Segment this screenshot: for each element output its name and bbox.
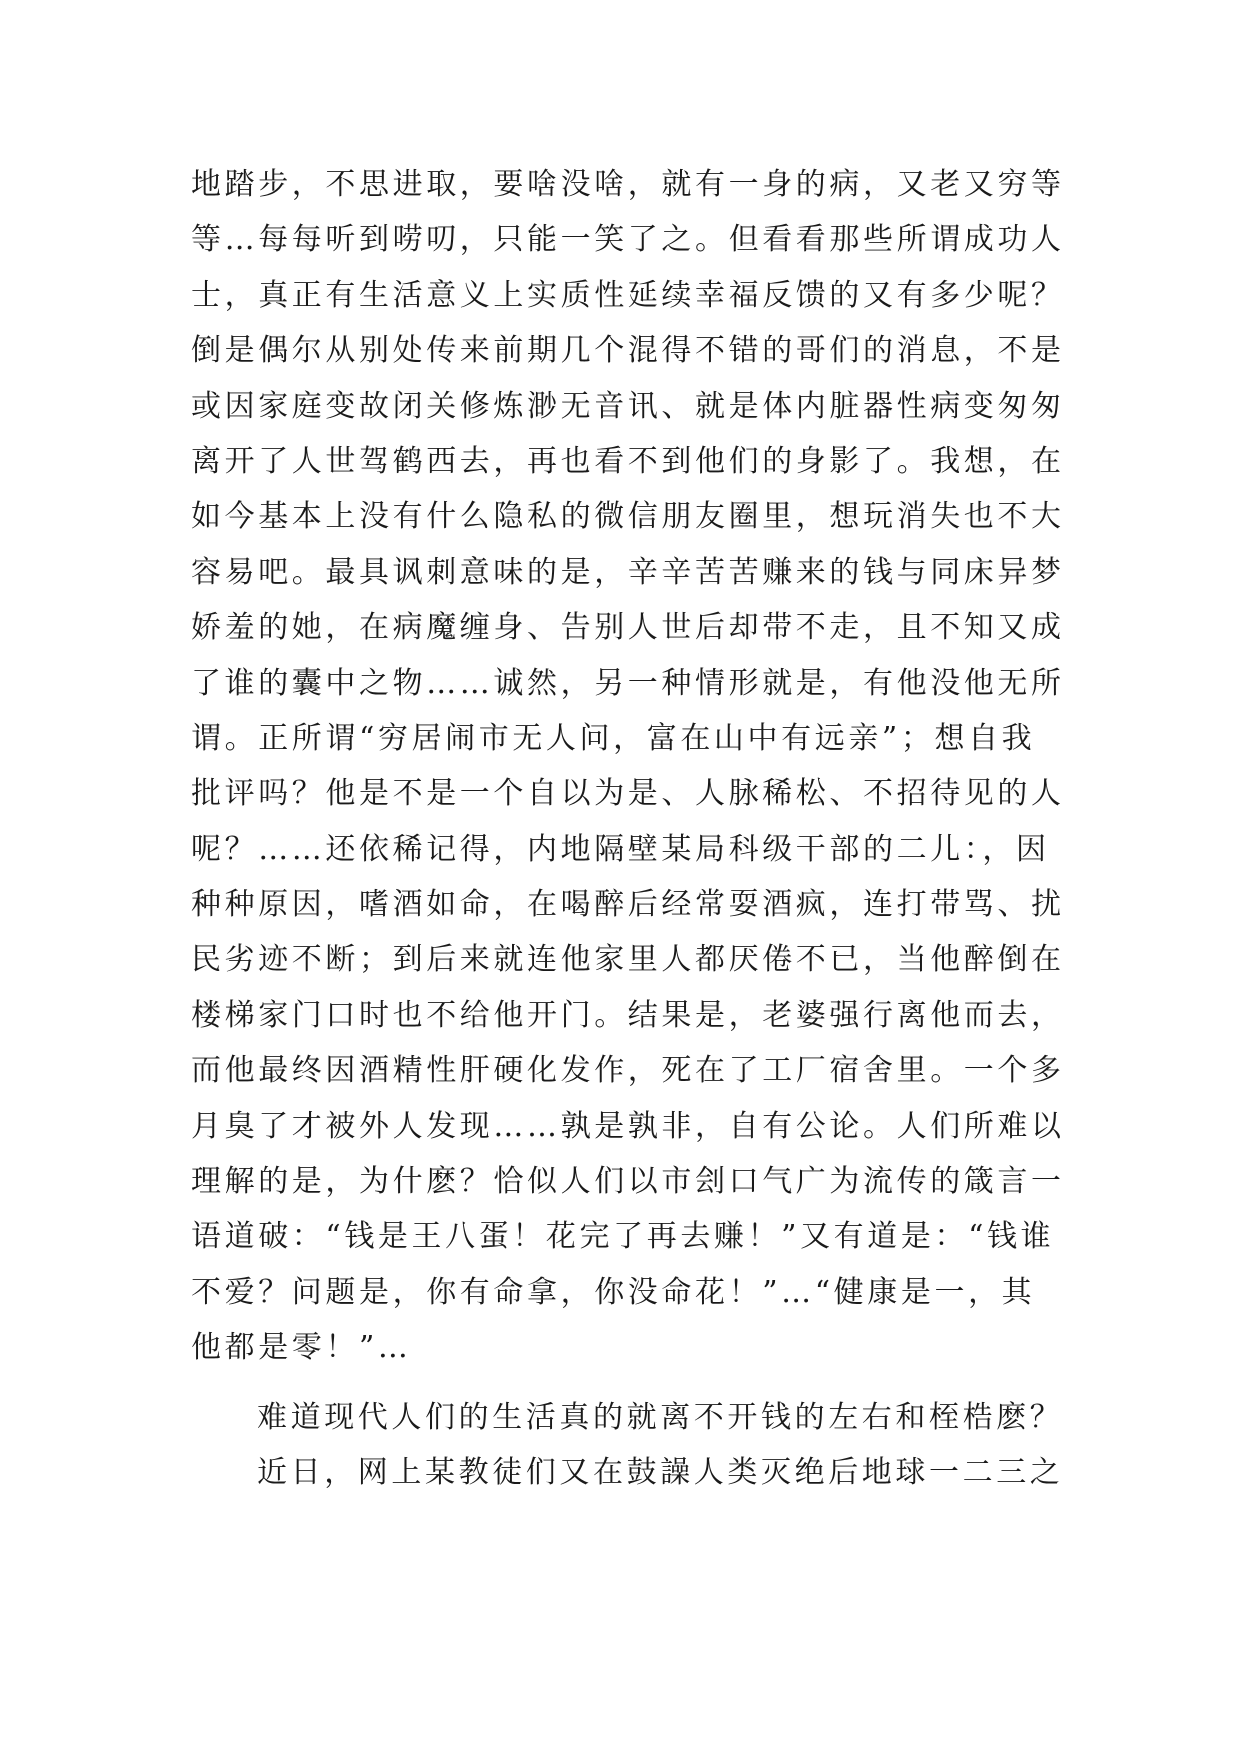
paragraph-2: 难道现代人们的生活真的就离不开钱的左右和桎梏麽？ [257, 1399, 1064, 1435]
text-line-22: 他都是零！”… [191, 1330, 412, 1366]
text-line-8: 容易吧。最具讽刺意味的是，辛辛苦苦赚来的钱与同床异梦 [191, 554, 1065, 590]
text-line-1: 地踏步，不思进取，要啥没啥，就有一身的病，又老又穷等 [191, 167, 1065, 202]
text-line-15: 民劣迹不断；到后来就连他家里人都厌倦不已，当他醉倒在 [191, 942, 1065, 978]
text-line-9: 娇羞的她，在病魔缠身、告别人世后却带不走，且不知又成 [191, 610, 1065, 646]
text-line-11: 谓。正所谓“穷居闹市无人问，富在山中有远亲”；想自我 [191, 720, 1036, 756]
text-line-2: 等…每每听到唠叨，只能一笑了之。但看看那些所谓成功人 [191, 222, 1065, 258]
text-line-20: 语道破：“钱是王八蛋！花完了再去赚！”又有道是：“钱谁 [191, 1219, 1055, 1255]
text-line-19: 理解的是，为什麽？恰似人们以市刽口气广为流传的箴言一 [191, 1164, 1065, 1200]
text-line-14: 种种原因，嗜酒如命，在喝醉后经常耍酒疯，连打带骂、扰 [191, 887, 1065, 923]
text-line-17: 而他最终因酒精性肝硬化发作，死在了工厂宿舍里。一个多 [191, 1053, 1065, 1089]
text-line-7: 如今基本上没有什么隐私的微信朋友圈里，想玩消失也不大 [191, 499, 1065, 535]
text-line-13: 呢？……还依稀记得，内地隔壁某局科级干部的二儿：，因 [191, 831, 1050, 867]
text-line-10: 了谁的囊中之物……诚然，另一种情形就是，有他没他无所 [191, 665, 1065, 701]
text-line-3: 士，真正有生活意义上实质性延续幸福反馈的又有多少呢？ [191, 277, 1065, 313]
text-line-5: 或因家庭变故闭关修炼渺无音讯、就是体内脏器性病变匆匆 [191, 388, 1065, 424]
body-text [191, 157, 1071, 1500]
paragraph-3: 近日，网上某教徒们又在鼓譟人类灭绝后地球一二三之 [257, 1454, 1064, 1490]
text-line-12: 批评吗？他是不是一个自以为是、人脉稀松、不招待见的人 [191, 776, 1065, 812]
text-line-6: 离开了人世驾鹤西去，再也看不到他们的身影了。我想，在 [191, 443, 1065, 479]
text-line-21: 不爱？问题是，你有命拿，你没命花！”…“健康是一，其 [191, 1274, 1036, 1310]
text-line-18: 月臭了才被外人发现……孰是孰非，自有公论。人们所难以 [191, 1108, 1065, 1144]
text-line-4: 倒是偶尔从别处传来前期几个混得不错的哥们的消息，不是 [191, 333, 1065, 369]
text-line-16: 楼梯家门口时也不给他开门。结果是，老婆强行离他而去， [191, 997, 1065, 1033]
